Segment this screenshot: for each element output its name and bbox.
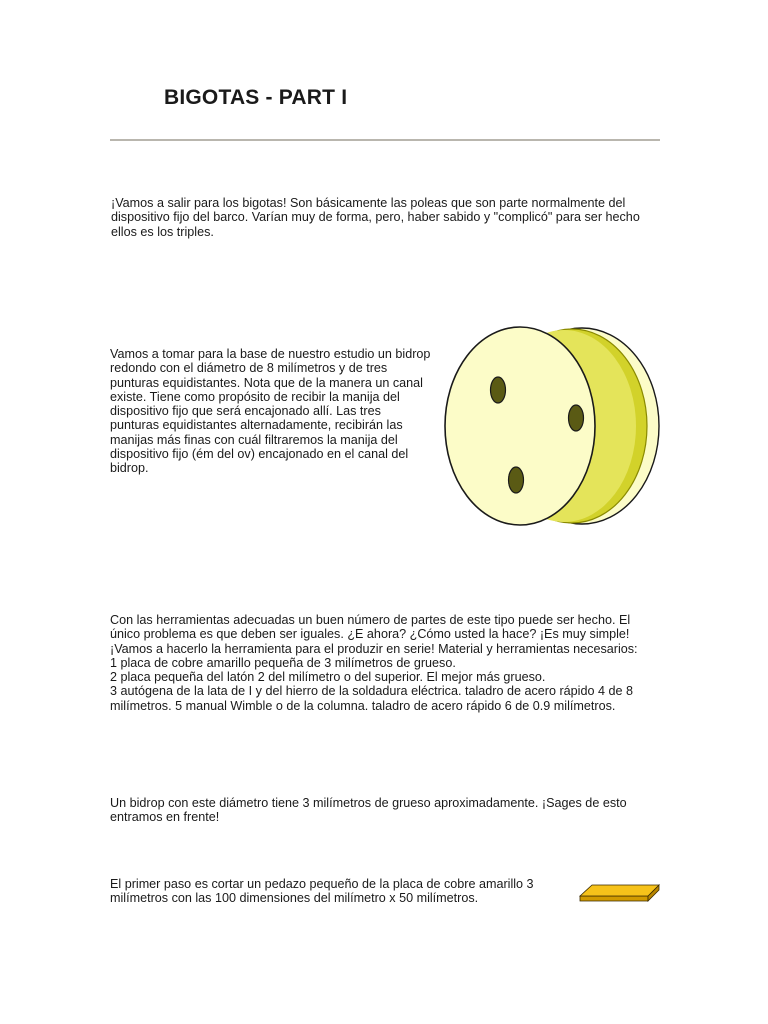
paragraph-first-step: El primer paso es cortar un pedazo pequeño de la placa de cobre amarillo 3 milímetros con las 100 dimensiones del milímetro x 50 milímetros.: [110, 877, 534, 906]
bidrop-hole-2: [569, 405, 584, 431]
plate-side: [580, 896, 648, 901]
bidrop-hole-3: [509, 467, 524, 493]
paragraph-intro: ¡Vamos a salir para los bigotas! Son básicamente las poleas que son parte normalmente del dispositivo fijo del barco. Varían muy de forma, pero, haber sabido y "complicó" para ser hecho ellos es los triples.: [111, 196, 640, 239]
brass-plate-illustration: [576, 881, 660, 903]
paragraph-bidrop-description: Vamos a tomar para la base de nuestro estudio un bidrop redondo con el diámetro de 8 milímetros y de tres punturas equidistantes. Nota que de la manera un canal existe. Tiene como propósito de recibir la manija del dispositivo fijo que será encajonado allí. Las tres punturas equidistantes alternadamente, recibirán las manijas más finas con cuál filtraremos la manija del dispositivo fijo (ém del ov) encajonado en el canal del bidrop.: [110, 347, 431, 476]
page-title: BIGOTAS - PART I: [164, 86, 348, 109]
paragraph-thickness: Un bidrop con este diámetro tiene 3 milímetros de grueso aproximadamente. ¡Sages de esto entramos en frente!: [110, 796, 627, 825]
title-divider: [110, 139, 660, 141]
bidrop-hole-1: [491, 377, 506, 403]
paragraph-materials: Con las herramientas adecuadas un buen número de partes de este tipo puede ser hecho. El único problema es que deben ser iguales. ¿E ahora? ¿Cómo usted la hace? ¡Es muy simple! ¡Vamos a hacerlo la herramienta para el produzir en serie! Material y herramientas necesarios: 1 placa de cobre amarillo pequeña de 3 milímetros de grueso. 2 placa pequeña del latón 2 del milímetro o del superior. El mejor más grueso. 3 autógena de la lata de I y del hierro de la soldadura eléctrica. taladro de acero rápido 4 de 8 milímetros. 5 manual Wimble o de la columna. taladro de acero rápido 6 de 0.9 milímetros.: [110, 613, 638, 713]
bidrop-pulley-illustration: [440, 322, 665, 530]
plate-top: [580, 885, 659, 896]
